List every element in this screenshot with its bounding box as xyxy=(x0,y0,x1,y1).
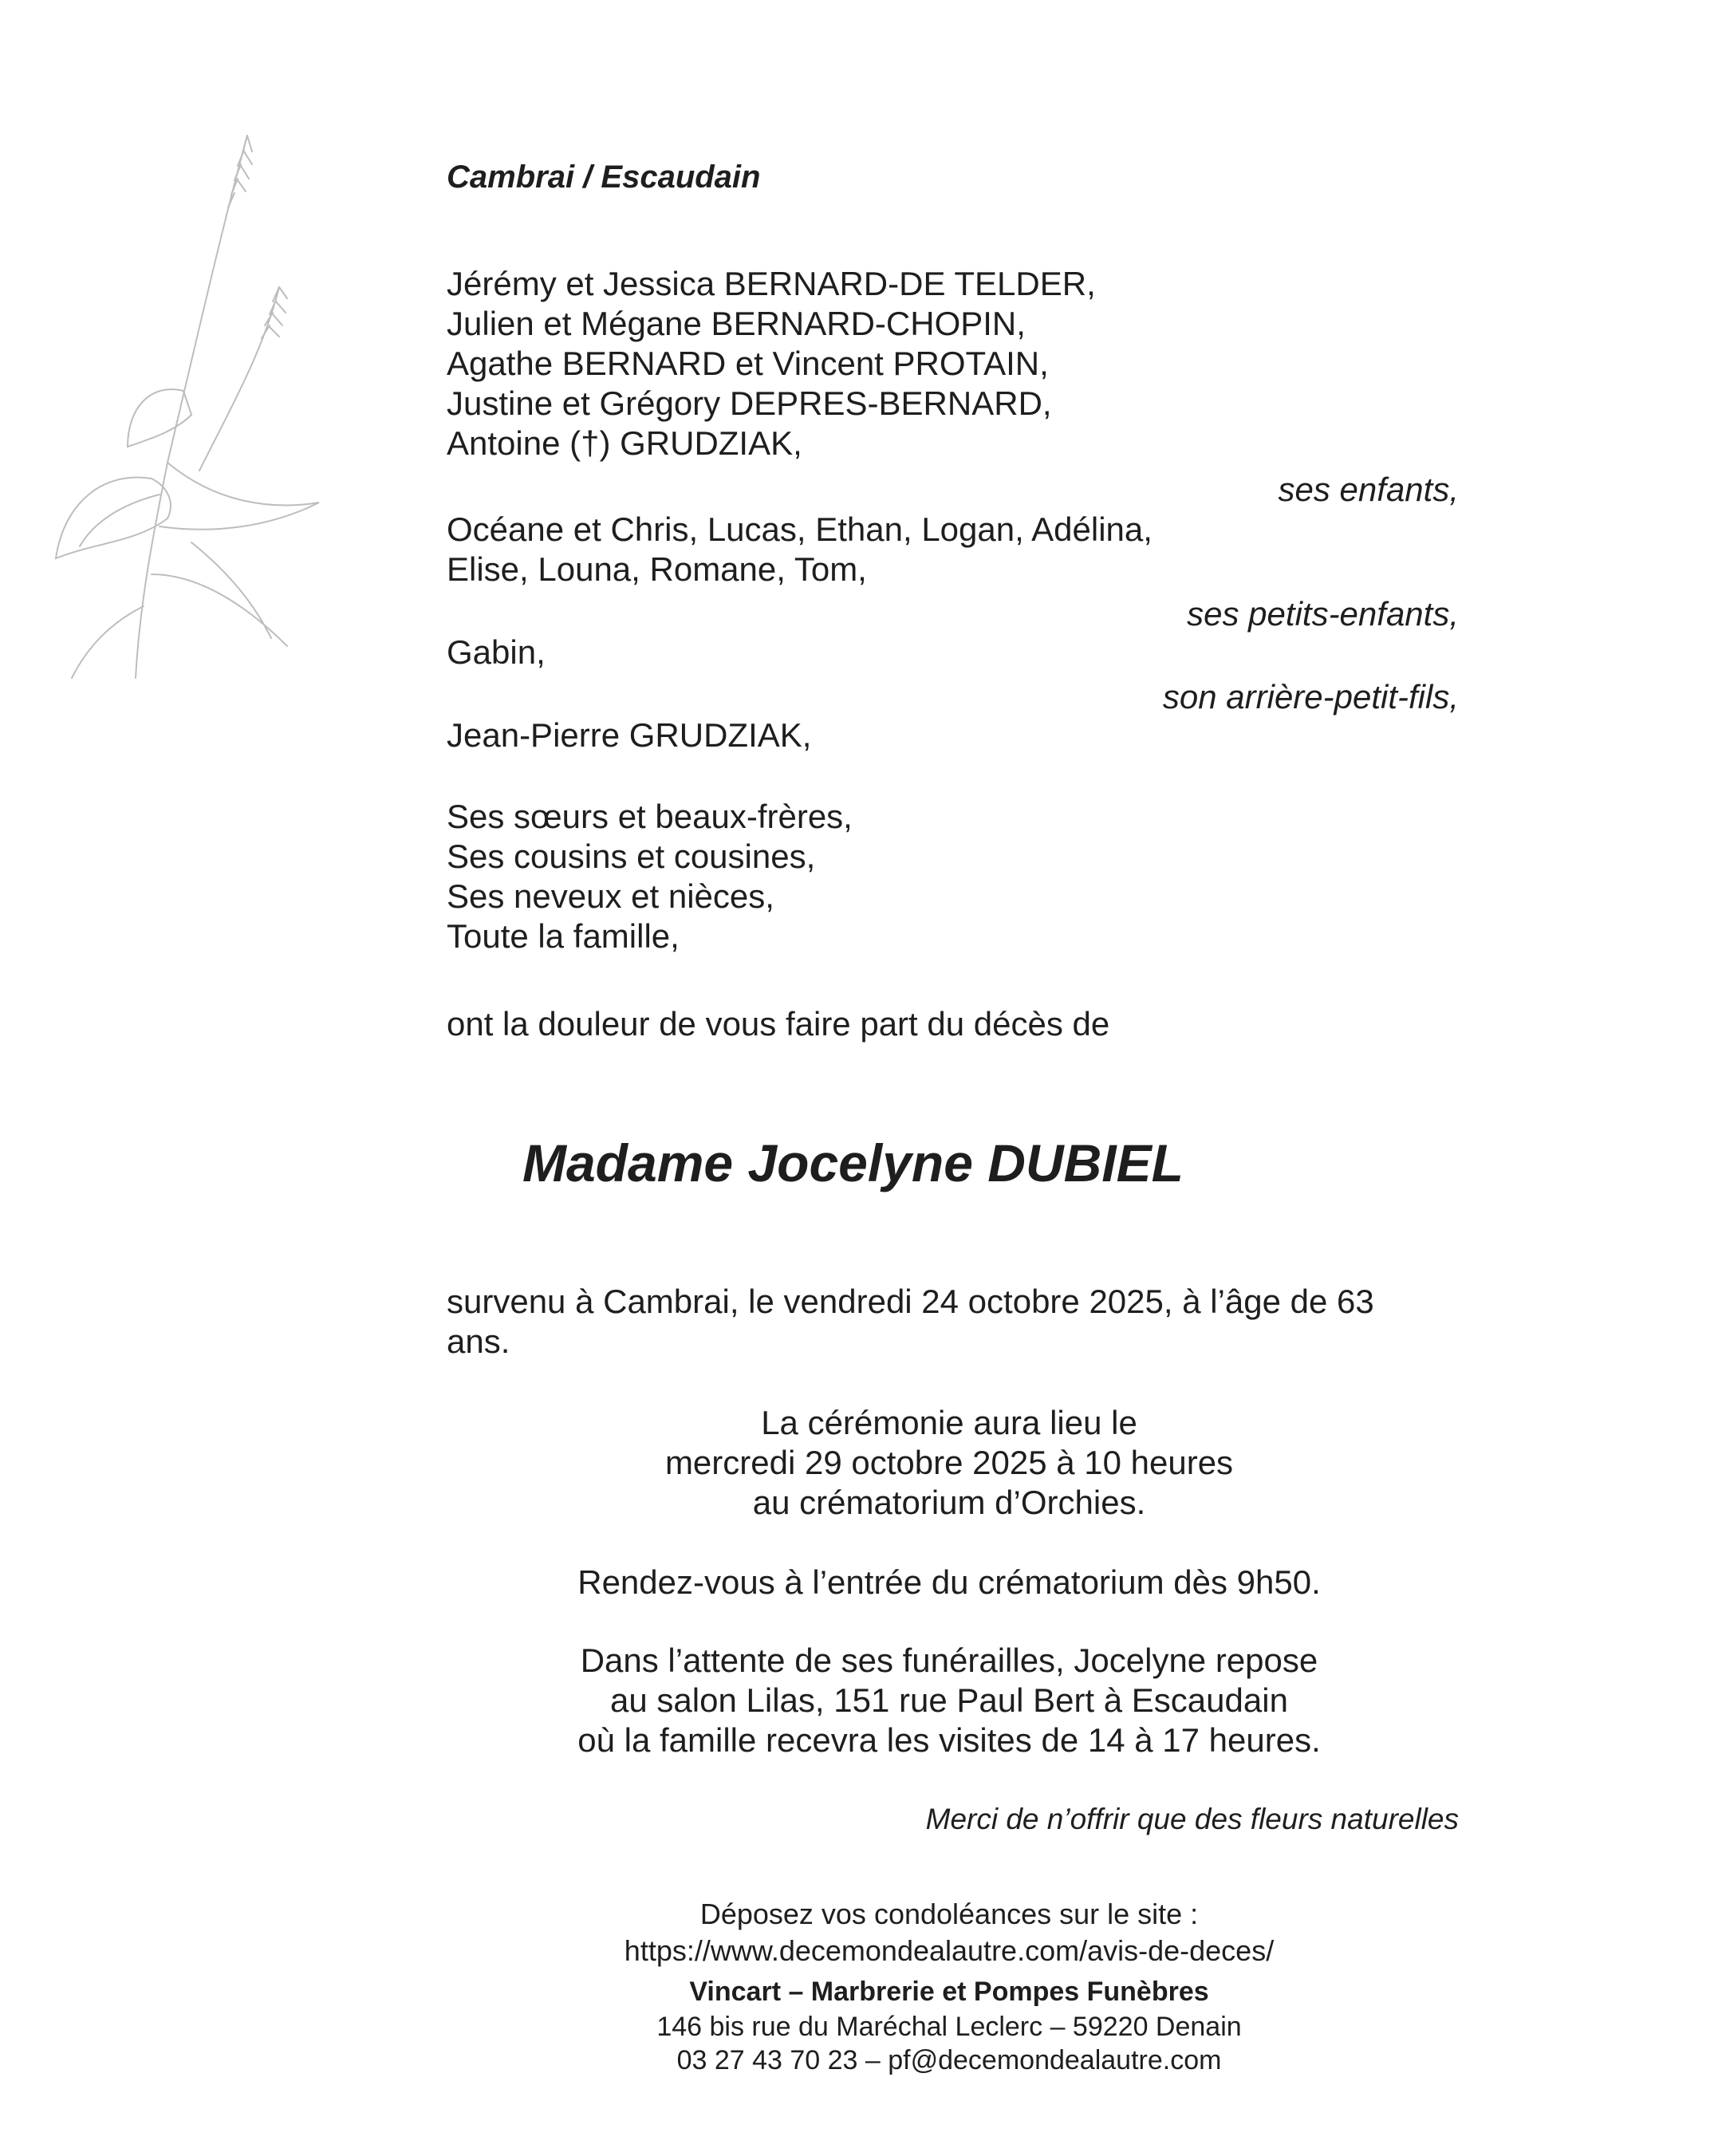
company-name: Vincart – Marbrerie et Pompes Funèbres xyxy=(689,1977,1209,2007)
family-member: Elise, Louna, Romane, Tom, xyxy=(447,550,867,588)
company-address: 146 bis rue du Maréchal Leclerc – 59220 Denain xyxy=(656,2012,1242,2042)
death-details-cont: ans. xyxy=(447,1322,510,1360)
wake-line: où la famille recevra les visites de 14 à 17 heures. xyxy=(577,1721,1321,1759)
relation-label: ses petits-enfants, xyxy=(1187,595,1459,633)
wake-line: Dans l’attente de ses funérailles, Jocelyne repose xyxy=(580,1642,1318,1679)
condolences-link[interactable]: https://www.decemondealautre.com/avis-de-deces/ xyxy=(624,1934,1275,1967)
company-contact: 03 27 43 70 23 – pf@decemondealautre.com xyxy=(676,2045,1222,2075)
family-member: Gabin, xyxy=(447,633,546,671)
death-details: survenu à Cambrai, le vendredi 24 octobre 2025, à l’âge de 63 xyxy=(447,1283,1374,1320)
location-header: Cambrai / Escaudain xyxy=(447,160,761,195)
family-member: Julien et Mégane BERNARD-CHOPIN, xyxy=(447,305,1026,342)
family-member: Ses sœurs et beaux-frères, xyxy=(447,798,853,835)
ceremony-line: La cérémonie aura lieu le xyxy=(761,1404,1137,1441)
family-member: Jean-Pierre GRUDZIAK, xyxy=(447,716,812,754)
condolences-text: Déposez vos condoléances sur le site : xyxy=(699,1898,1199,1930)
relation-label: ses enfants, xyxy=(1278,471,1459,508)
family-member: Agathe BERNARD et Vincent PROTAIN, xyxy=(447,345,1049,382)
ceremony-line: au crématorium d’Orchies. xyxy=(752,1484,1146,1521)
family-member: Jérémy et Jessica BERNARD-DE TELDER, xyxy=(447,265,1096,302)
ceremony-line: mercredi 29 octobre 2025 à 10 heures xyxy=(664,1444,1234,1481)
calla-lily-wheat-icon xyxy=(32,128,335,686)
deceased-name: Madame Jocelyne DUBIEL xyxy=(522,1133,1184,1192)
relation-label: son arrière-petit-fils, xyxy=(1162,678,1459,715)
wake-line: au salon Lilas, 151 rue Paul Bert à Escaudain xyxy=(610,1681,1288,1719)
family-member: Océane et Chris, Lucas, Ethan, Logan, Adélina, xyxy=(447,510,1153,548)
flowers-note: Merci de n’offrir que des fleurs naturelles xyxy=(925,1803,1459,1835)
family-member: Antoine (†) GRUDZIAK, xyxy=(447,424,802,462)
family-member: Ses neveux et nièces, xyxy=(447,877,774,915)
rendezvous-line: Rendez-vous à l’entrée du crématorium dès 9h50. xyxy=(577,1563,1321,1601)
announcement-intro: ont la douleur de vous faire part du décès de xyxy=(447,1005,1110,1043)
family-member: Ses cousins et cousines, xyxy=(447,838,816,875)
family-member: Toute la famille, xyxy=(447,917,680,955)
family-member: Justine et Grégory DEPRES-BERNARD, xyxy=(447,384,1052,422)
